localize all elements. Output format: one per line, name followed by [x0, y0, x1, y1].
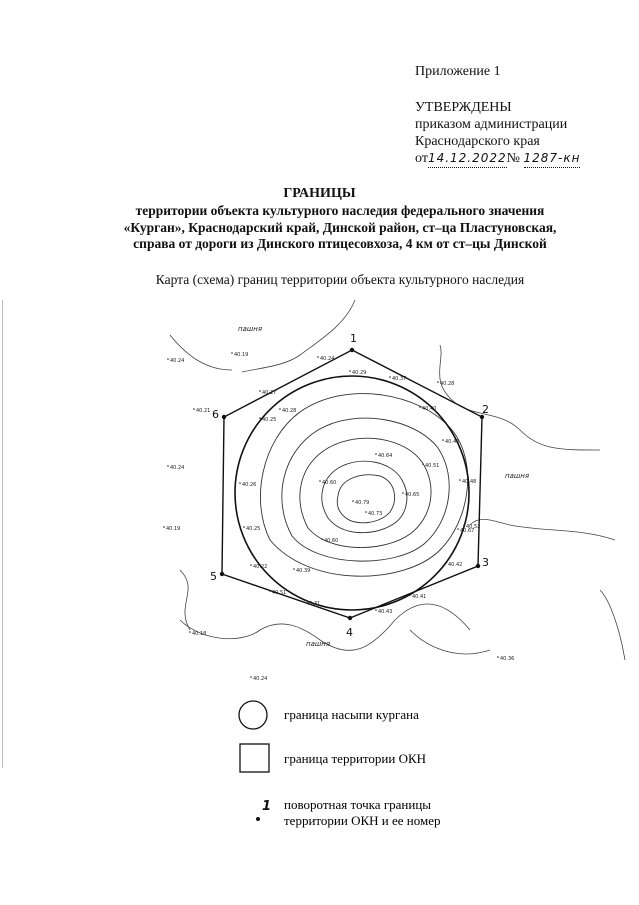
elevation-mark: 40.43 [378, 609, 393, 615]
elevation-mark: 40.31 [306, 601, 321, 607]
vertex-number: 6 [212, 408, 219, 421]
elevation-mark: 40.46 [445, 439, 460, 445]
elevation-dot [375, 453, 377, 455]
elevation-mark: 40.60 [324, 538, 339, 544]
road-line [170, 335, 232, 370]
elevation-mark: 40.41 [412, 594, 427, 600]
elevation-mark: 40.25 [246, 526, 261, 532]
date-prefix: от [415, 151, 428, 166]
map-caption: Карта (схема) границ территории объекта культурного наследия [155, 272, 525, 287]
elevation-mark: 40.64 [378, 453, 393, 459]
elevation-dot [409, 594, 411, 596]
elevation-dot [303, 601, 305, 603]
number-sign: № [506, 151, 521, 166]
vertex-dot [476, 564, 480, 568]
elevation-mark: 40.25 [262, 417, 277, 423]
elevation-dot [422, 463, 424, 465]
legend-point-number: 1 [262, 799, 272, 814]
elevation-mark: 40.19 [166, 526, 181, 532]
elevation-dot [319, 480, 321, 482]
road-line [470, 519, 615, 540]
approval-block [415, 99, 580, 168]
elevation-mark: 40.24 [253, 676, 268, 682]
legend [239, 701, 440, 828]
elevation-dot [243, 526, 245, 528]
elevation-dot [321, 538, 323, 540]
elevation-mark: 40.29 [352, 370, 367, 376]
elevation-marks [163, 352, 514, 682]
vertex-dot [220, 572, 224, 576]
elevation-dot [445, 562, 447, 564]
elevation-mark: 40.18 [192, 631, 207, 637]
subtitle-line-3: справа от дороги из Динского птицесовхоза, 4 км от ст–цы Динской [133, 236, 547, 251]
vertex-dot [348, 616, 352, 620]
elevation-mark: 40.36 [500, 656, 515, 662]
elevation-mark: 40.39 [296, 568, 311, 574]
elevation-dot [293, 568, 295, 570]
field-label: пашня [306, 640, 331, 648]
elevation-dot [375, 609, 377, 611]
elevation-dot [459, 479, 461, 481]
elevation-dot [167, 358, 169, 360]
elevation-dot [167, 465, 169, 467]
boundary-map [0, 300, 639, 828]
elevation-mark: 40.42 [448, 562, 463, 568]
elevation-dot [279, 408, 281, 410]
elevation-dot [349, 370, 351, 372]
elevation-dot [189, 631, 191, 633]
elevation-mark: 40.27 [262, 390, 277, 396]
elevation-dot [389, 376, 391, 378]
elevation-dot [497, 656, 499, 658]
vertex-dot [222, 415, 226, 419]
elevation-dot [269, 590, 271, 592]
contour-line [337, 475, 394, 523]
elevation-mark: 40.22 [253, 564, 268, 570]
elevation-mark: 40.52 [466, 524, 481, 530]
elevation-dot [239, 482, 241, 484]
elevation-dot [163, 526, 165, 528]
subtitle-line-2: «Курган», Краснодарский край, Динской район, ст–ца Пластуновская, [123, 219, 557, 235]
elevation-dot [365, 511, 367, 513]
contour-line [282, 418, 449, 561]
elevation-mark: 40.37 [392, 376, 407, 382]
elevation-mark: 40.19 [234, 352, 249, 358]
field-label: пашня [505, 472, 530, 480]
elevation-mark: 40.21 [196, 408, 211, 414]
elevation-mark: 40.79 [355, 500, 370, 506]
approved-title: УТВЕРЖДЕНЫ [415, 100, 512, 115]
road-line [600, 590, 625, 660]
elevation-dot [402, 492, 404, 494]
elevation-mark: 40.48 [462, 479, 477, 485]
legend-point-label-1: поворотная точка границы [284, 797, 432, 812]
document-heading: ГРАНИЦЫ [283, 186, 356, 201]
vertex-number: 4 [346, 626, 353, 639]
vertex-number: 3 [482, 556, 489, 569]
vertex-number: 1 [350, 332, 357, 345]
elevation-dot [317, 356, 319, 358]
road-line [410, 630, 490, 654]
legend-point-label-2: территории ОКН и ее номер [284, 813, 441, 828]
elevation-mark: 40.51 [272, 590, 287, 596]
legend-okn-label: граница территории ОКН [284, 751, 427, 766]
approved-line-1: приказом администрации [415, 117, 568, 132]
elevation-dot [231, 352, 233, 354]
field-label: пашня [238, 325, 263, 333]
elevation-mark: 40.40 [422, 406, 437, 412]
appendix-label: Приложение 1 [415, 64, 501, 79]
legend-point-icon [256, 817, 260, 821]
elevation-mark: 40.24 [320, 356, 335, 362]
elevation-dot [457, 528, 459, 530]
elevation-mark: 40.51 [425, 463, 440, 469]
elevation-mark: 40.67 [460, 528, 475, 534]
road-line [242, 300, 355, 372]
elevation-dot [352, 500, 354, 502]
elevation-mark: 40.73 [368, 511, 383, 517]
elevation-mark: 40.60 [322, 480, 337, 486]
elevation-mark: 40.24 [170, 358, 185, 364]
legend-square-icon [240, 744, 269, 772]
legend-circle-icon [239, 701, 267, 729]
elevation-mark: 40.24 [170, 465, 185, 471]
elevation-dot [437, 381, 439, 383]
elevation-mark: 40.28 [282, 408, 297, 414]
subtitle-line-1: территории объекта культурного наследия федерального значения [135, 203, 545, 218]
legend-mound-label: граница насыпи кургана [284, 707, 419, 722]
elevation-mark: 40.65 [405, 492, 420, 498]
elevation-dot [259, 390, 261, 392]
document-subtitle [90, 203, 590, 253]
contour-lines [260, 394, 467, 577]
elevation-mark: 40.26 [242, 482, 257, 488]
elevation-dot [259, 417, 261, 419]
elevation-dot [442, 439, 444, 441]
approval-date: 14.12.2022 [428, 150, 507, 168]
contour-line [322, 461, 407, 533]
vertex-number: 5 [210, 570, 217, 583]
vertex-number: 2 [482, 403, 489, 416]
approval-number: 1287-кн [524, 150, 581, 168]
approved-line-2: Краснодарского края [415, 134, 540, 149]
contour-line [260, 394, 467, 577]
elevation-dot [250, 564, 252, 566]
elevation-dot [463, 524, 465, 526]
elevation-mark: 40.28 [440, 381, 455, 387]
approval-date-line [415, 150, 580, 168]
elevation-dot [419, 406, 421, 408]
vertex-dot [350, 348, 354, 352]
elevation-dot [193, 408, 195, 410]
elevation-dot [250, 676, 252, 678]
road-line [440, 345, 600, 450]
